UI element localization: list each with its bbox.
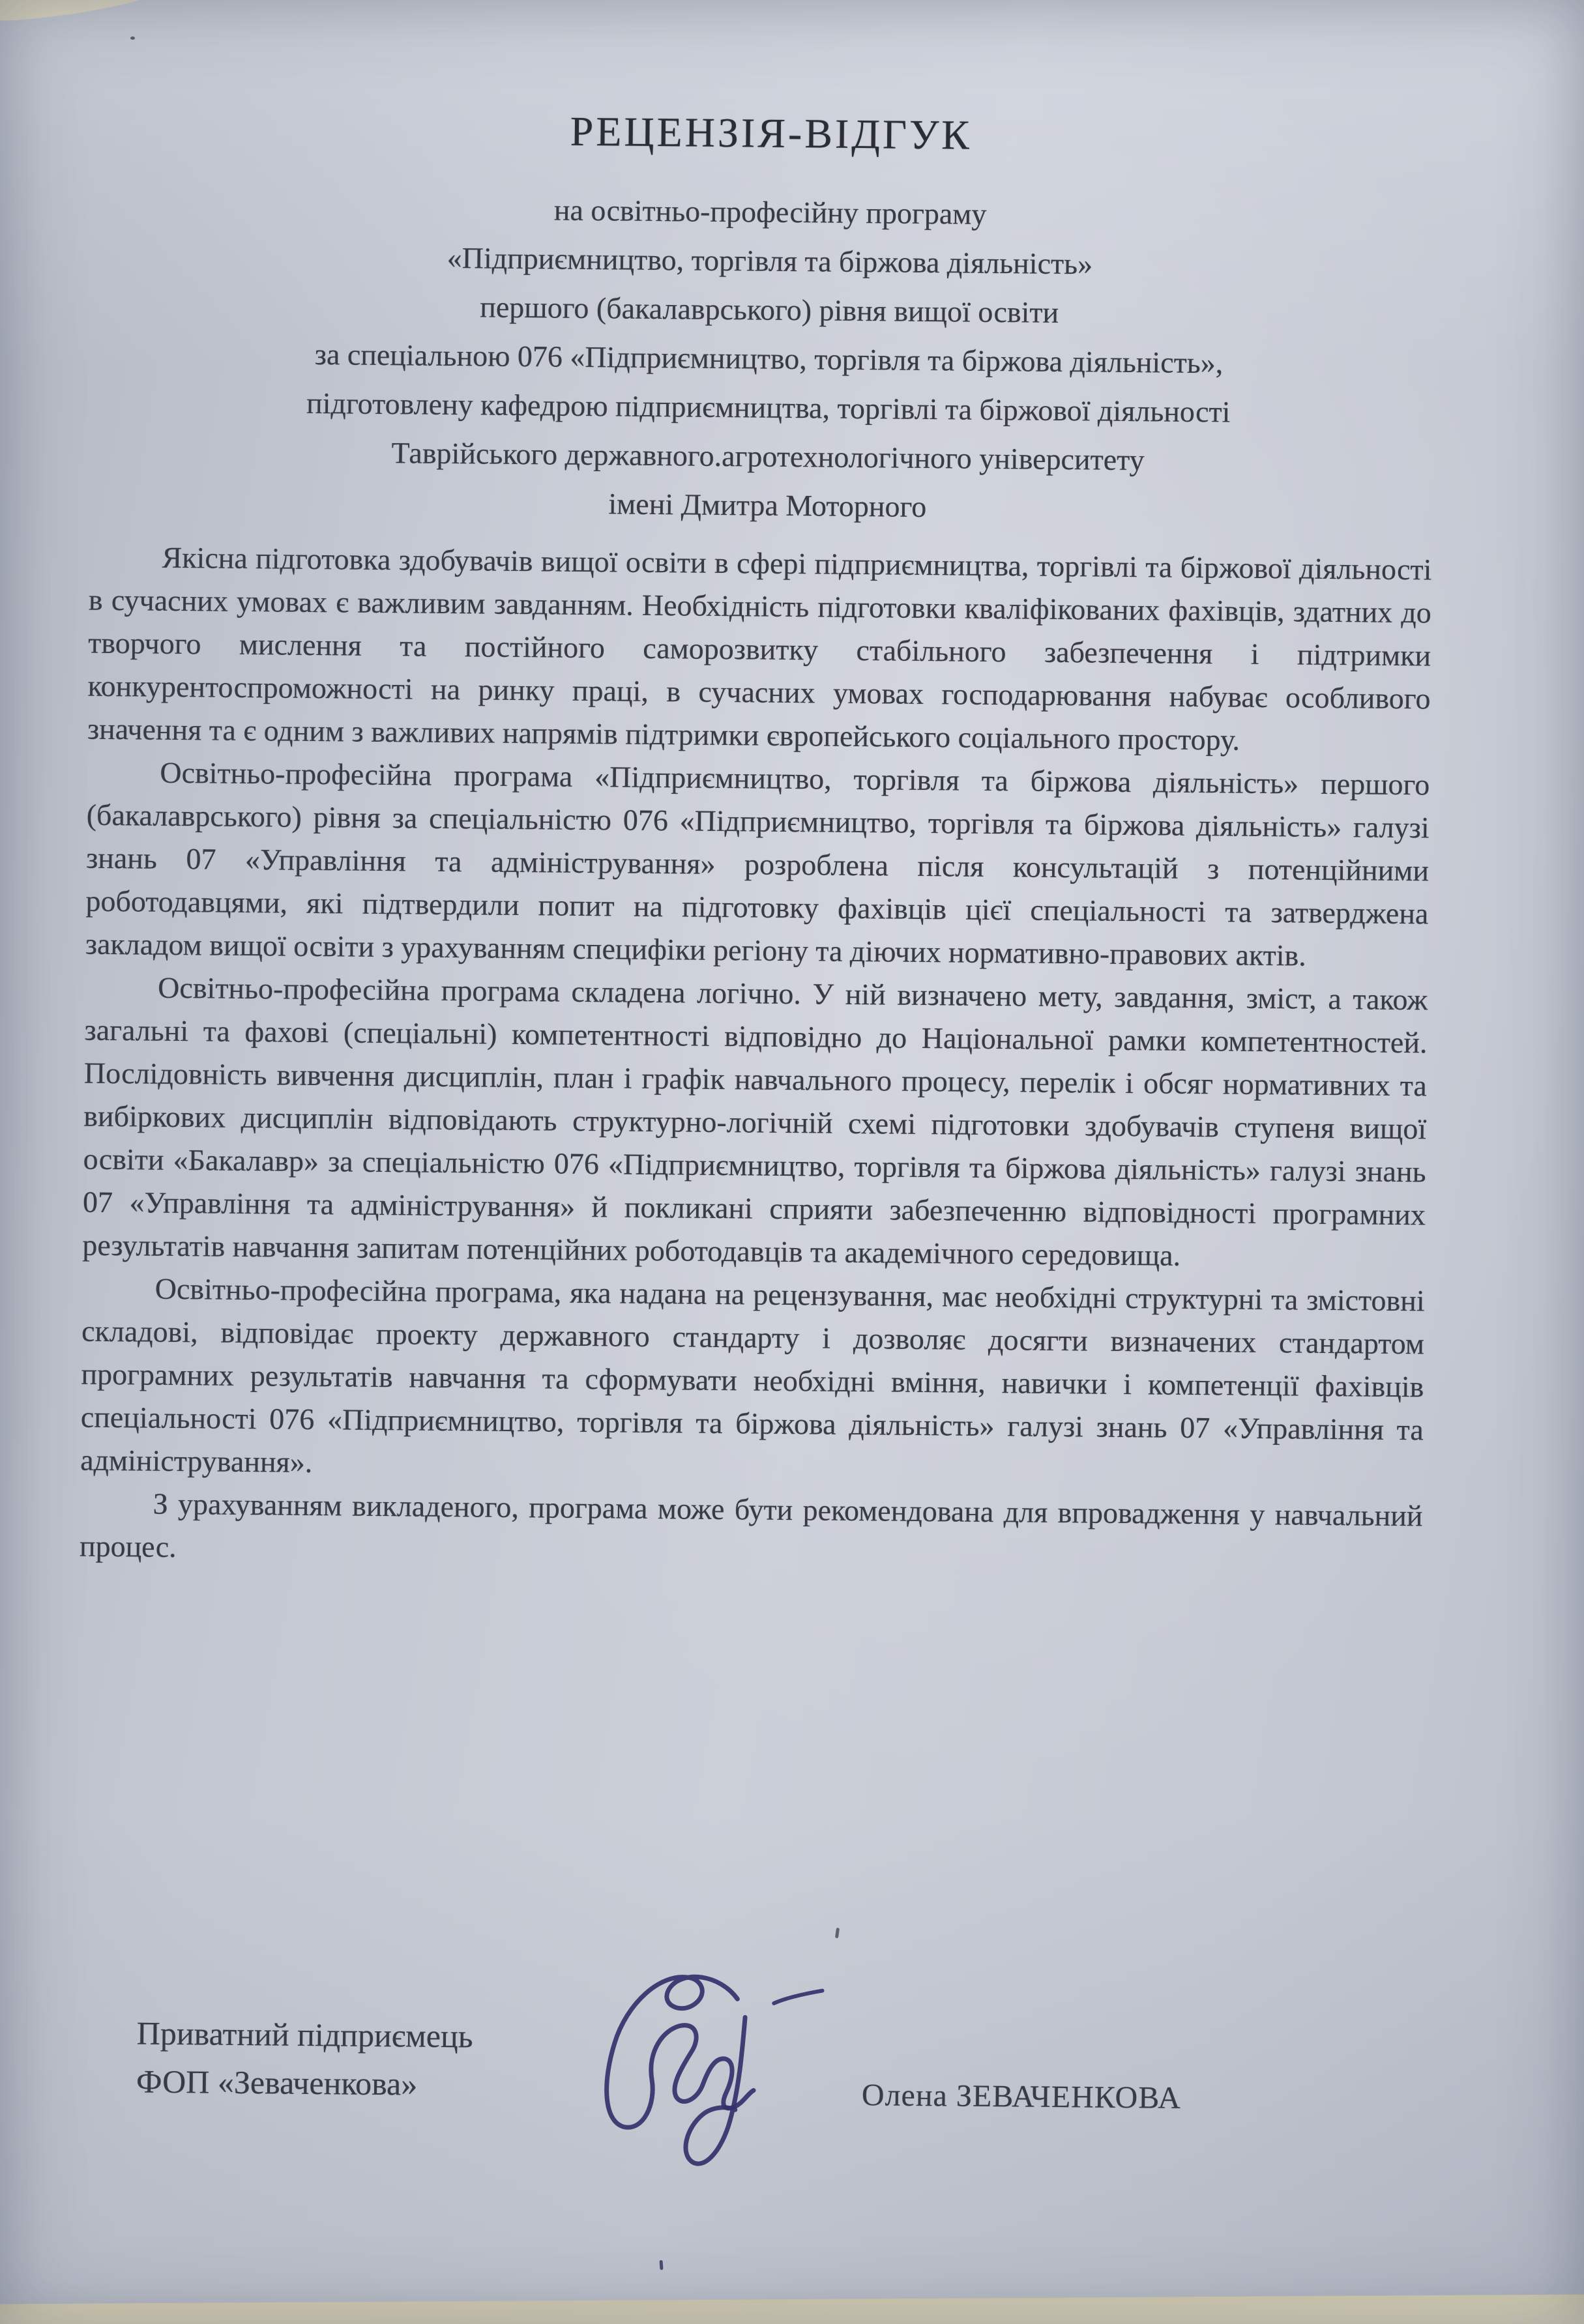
ink-mark xyxy=(659,2260,663,2270)
paragraph-5: З урахуванням викладеного, програма може бути рекомендована для впровадження у навчальний процес. xyxy=(79,1487,1423,1564)
paragraph-3: Освітньо-професійна програма складена логічно. У ній визначено мету, завдання, зміст, а також загальні та фахові (спеціальні) компетентності відповідно до Національної рамки компетентностей. Послідовність вивчення дисциплін, план і графік навчального процесу, перелік і обсяг нормативних та вибіркових дисциплін відповідають структурно-логічній схемі підготовки здобувачів ступеня вищої освіти «Бакалавр» за спеціальністю 076 «Підприємництво, торгівля та біржова діяльність» галузі знань 07 «Управління та адміністрування» й покликані сприяти забезпеченню відповідності програмних результатів навчання запитам потенційних роботодавців та академічного середовища. xyxy=(82,970,1428,1272)
subtitle-line-7: імені Дмитра Моторного xyxy=(608,487,927,523)
signer-role-line-1: Приватний підприємець xyxy=(136,2014,473,2055)
document-body xyxy=(80,536,1432,1581)
document-title: РЕЦЕНЗІЯ-ВІДГУК xyxy=(570,108,973,158)
signer-role-line-2: ФОП «Зеваченкова» xyxy=(136,2063,418,2102)
paragraph-4: Освітньо-професійна програма, яка надана на рецензування, має необхідні структурні та змістовні складові, відповідає проекту державного стандарту і дозволяє досягти визначених стандартом програмних результатів навчання та сформувати необхідні вміння, навички і компетенції фахівців спеціальності 076 «Підприємництво, торгівля та біржова діяльність» галузі знань 07 «Управління та адміністрування». xyxy=(80,1271,1425,1479)
paragraph-1: Якісна підготовка здобувачів вищої освіти в сфері підприємництва, торгівлі та біржової діяльності в сучасних умовах є важливим завданням. Необхідність підготовки кваліфікованих фахівців, здатних до творчого мислення та постійного саморозвитку стабільного забезпечення і підтримки конкурентоспроможності на ринку праці, в сучасних умовах господарювання набуває особливого значення та є одним з важливих напрямів підтримки європейського соціального простору. xyxy=(87,540,1432,757)
subtitle-line-6: Таврійського державного.агротехнологічного університету xyxy=(391,436,1145,477)
subtitle-line-1: на освітньо-професійну програму xyxy=(553,193,987,231)
subtitle-line-3: першого (бакалаврського) рівня вищої освіти xyxy=(480,290,1059,329)
subtitle-line-4: за спеціальною 076 «Підприємництво, торгівля та біржова діяльність», xyxy=(314,337,1224,380)
signer-name: Олена ЗЕВАЧЕНКОВА xyxy=(861,2078,1182,2115)
document-subtitle xyxy=(89,181,1448,536)
paragraph-2: Освітньо-професійна програма «Підприємництво, торгівля та біржова діяльність» першого (бакалаврського) рівня за спеціальністю 076 «Підприємництво, торгівля та біржова діяльність» галузі знань 07 «Управління та адміністрування» розроблена після консультацій з потенційними роботодавцями, які підтвердили попит на підготовку фахівців цієї спеціальності та затверджена закладом вищої освіти з урахуванням специфіки регіону та діючих нормативно-правових актів. xyxy=(85,755,1430,972)
subtitle-line-2: «Підприємництво, торгівля та біржова діяльність» xyxy=(447,240,1093,281)
signer-role xyxy=(136,2009,473,2108)
paper-speck xyxy=(130,36,135,40)
handwritten-signature xyxy=(540,1956,863,2189)
subtitle-line-5: підготовлену кафедрою підприємництва, торгівлі та біржової діяльності xyxy=(306,386,1231,429)
